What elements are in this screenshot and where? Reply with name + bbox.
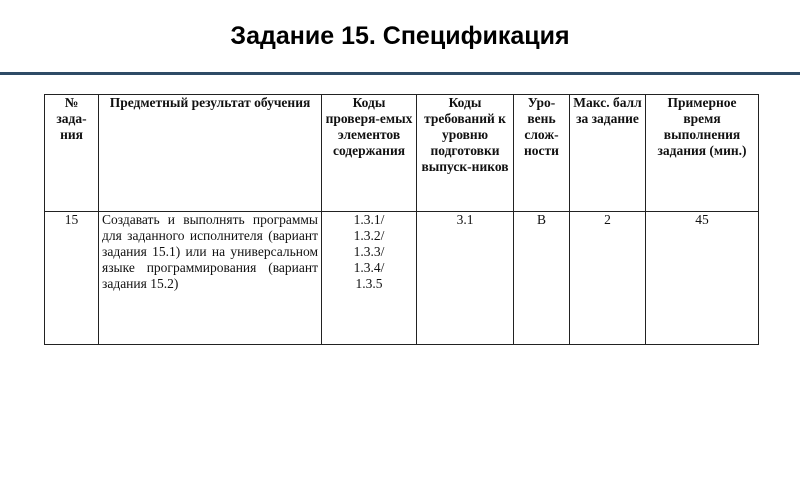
header-number: № зада-ния [45,95,99,212]
cell-number: 15 [45,212,99,345]
header-result: Предметный результат обучения [99,95,322,212]
cell-content-codes [322,212,417,345]
header-time: Примерное время выполнения задания (мин.) [646,95,759,212]
header-max-score: Макс. балл за задание [570,95,646,212]
table-row [45,212,759,345]
cell-max-score: 2 [570,212,646,345]
specification-table [44,94,759,345]
content-code: 1.3.3/ [353,244,385,259]
cell-level: В [514,212,570,345]
header-content-codes: Коды проверя-емых элементов содержания [322,95,417,212]
content-code: 1.3.1/ [353,212,385,227]
header-level: Уро-вень слож-ности [514,95,570,212]
page-title: Задание 15. Спецификация [230,22,570,50]
cell-requirement-codes: 3.1 [417,212,514,345]
content-code: 1.3.4/ [353,260,385,275]
cell-time: 45 [646,212,759,345]
table-header-row [45,95,759,212]
title-divider [0,72,800,75]
content-code: 1.3.2/ [353,228,385,243]
cell-result: Создавать и выполнять программы для заданного исполнителя (вариант задания 15.1) или на универсальном языке программирования (вариант задания 15.2) [99,212,322,345]
content-code: 1.3.5 [355,276,383,291]
header-requirement-codes: Коды требований к уровню подготовки выпуск-ников [417,95,514,212]
